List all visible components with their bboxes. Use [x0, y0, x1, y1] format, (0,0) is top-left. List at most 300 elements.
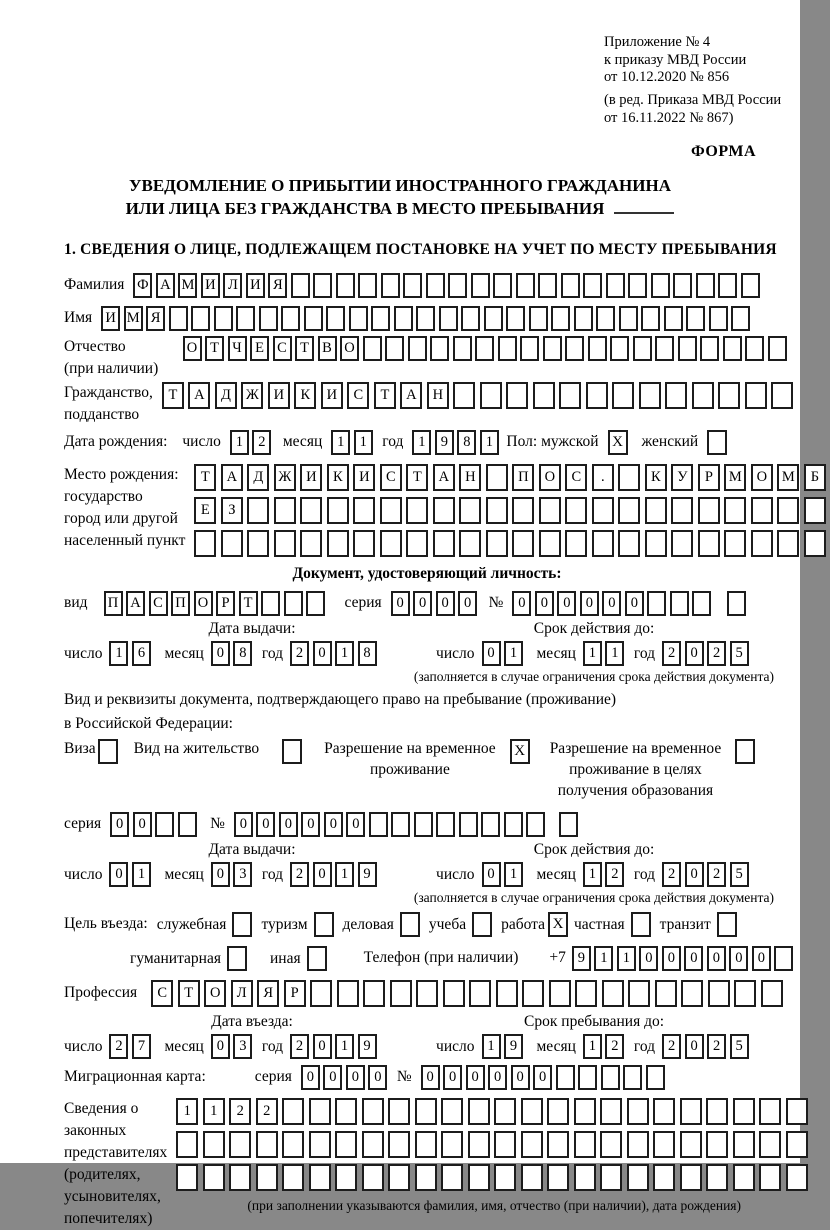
char-box[interactable]	[459, 530, 481, 557]
char-box[interactable]: М	[724, 464, 746, 491]
char-box[interactable]	[521, 1098, 543, 1125]
char-box[interactable]	[786, 1131, 808, 1158]
char-box[interactable]	[284, 591, 303, 616]
char-box[interactable]: 0	[685, 641, 704, 666]
char-box[interactable]	[592, 497, 614, 524]
char-box[interactable]	[724, 497, 746, 524]
char-box[interactable]: 0	[313, 1034, 332, 1059]
char-box[interactable]: 1	[482, 1034, 501, 1059]
char-box[interactable]	[256, 1131, 278, 1158]
char-box[interactable]	[733, 1131, 755, 1158]
char-box[interactable]: 3	[233, 1034, 252, 1059]
char-box[interactable]	[403, 273, 422, 298]
char-box[interactable]: 9	[572, 946, 591, 971]
char-box[interactable]: П	[171, 591, 190, 616]
char-box[interactable]: 0	[211, 641, 230, 666]
char-box[interactable]: 2	[229, 1098, 251, 1125]
char-box[interactable]: П	[512, 464, 534, 491]
char-box[interactable]	[406, 497, 428, 524]
char-box[interactable]	[538, 273, 557, 298]
char-box[interactable]	[539, 530, 561, 557]
char-box[interactable]: 0	[685, 862, 704, 887]
char-box[interactable]	[441, 1164, 463, 1191]
char-box[interactable]: Р	[698, 464, 720, 491]
char-box[interactable]: 1	[412, 430, 431, 455]
char-box[interactable]	[313, 273, 332, 298]
char-box[interactable]	[494, 1098, 516, 1125]
char-box[interactable]: 0	[511, 1065, 530, 1090]
char-box[interactable]	[481, 812, 500, 837]
char-box[interactable]	[610, 336, 629, 361]
char-box[interactable]	[522, 980, 544, 1007]
char-box[interactable]: Т	[205, 336, 224, 361]
char-box[interactable]	[727, 591, 746, 616]
char-box[interactable]	[627, 1164, 649, 1191]
char-box[interactable]	[362, 1098, 384, 1125]
char-box[interactable]	[596, 306, 615, 331]
char-box[interactable]: Т	[406, 464, 428, 491]
char-box[interactable]	[335, 1098, 357, 1125]
char-box[interactable]	[680, 1164, 702, 1191]
char-box[interactable]: А	[188, 382, 210, 409]
char-box[interactable]: 0	[458, 591, 477, 616]
char-box[interactable]	[627, 1131, 649, 1158]
char-box[interactable]	[724, 530, 746, 557]
char-box[interactable]	[247, 530, 269, 557]
char-box[interactable]	[601, 1065, 620, 1090]
char-box[interactable]: 1	[132, 862, 151, 887]
char-box[interactable]	[600, 1098, 622, 1125]
char-box[interactable]	[600, 1131, 622, 1158]
char-box[interactable]: Е	[250, 336, 269, 361]
char-box[interactable]	[194, 530, 216, 557]
char-box[interactable]: 2	[109, 1034, 128, 1059]
char-box[interactable]	[448, 273, 467, 298]
char-box[interactable]	[551, 306, 570, 331]
char-box[interactable]	[362, 1164, 384, 1191]
char-box[interactable]	[804, 497, 826, 524]
char-box[interactable]: 0	[413, 591, 432, 616]
char-box[interactable]: 0	[421, 1065, 440, 1090]
purpose-official-checkbox[interactable]	[232, 912, 252, 937]
char-box[interactable]	[335, 1164, 357, 1191]
char-box[interactable]: Л	[223, 273, 242, 298]
char-box[interactable]	[653, 1131, 675, 1158]
char-box[interactable]: .	[592, 464, 614, 491]
char-box[interactable]: З	[221, 497, 243, 524]
purpose-business-checkbox[interactable]	[400, 912, 420, 937]
char-box[interactable]: 0	[639, 946, 658, 971]
char-box[interactable]	[309, 1164, 331, 1191]
purpose-study-checkbox[interactable]	[472, 912, 492, 937]
char-box[interactable]: У	[671, 464, 693, 491]
char-box[interactable]: О	[194, 591, 213, 616]
char-box[interactable]	[680, 1098, 702, 1125]
char-box[interactable]	[771, 382, 793, 409]
char-box[interactable]	[475, 336, 494, 361]
char-box[interactable]	[651, 273, 670, 298]
char-box[interactable]: 0	[482, 862, 501, 887]
char-box[interactable]: 0	[301, 1065, 320, 1090]
char-box[interactable]: 0	[752, 946, 771, 971]
char-box[interactable]: 8	[358, 641, 377, 666]
char-box[interactable]: И	[353, 464, 375, 491]
char-box[interactable]: 5	[730, 1034, 749, 1059]
char-box[interactable]	[274, 497, 296, 524]
char-box[interactable]	[176, 1164, 198, 1191]
char-box[interactable]	[680, 1131, 702, 1158]
char-box[interactable]	[349, 306, 368, 331]
char-box[interactable]	[337, 980, 359, 1007]
char-box[interactable]: И	[101, 306, 120, 331]
char-box[interactable]: 2	[252, 430, 271, 455]
char-box[interactable]: Я	[257, 980, 279, 1007]
char-box[interactable]: 0	[324, 812, 343, 837]
char-box[interactable]: 1	[109, 641, 128, 666]
char-box[interactable]	[574, 1164, 596, 1191]
char-box[interactable]	[306, 591, 325, 616]
char-box[interactable]: 1	[583, 1034, 602, 1059]
char-box[interactable]: 2	[707, 641, 726, 666]
char-box[interactable]	[486, 497, 508, 524]
char-box[interactable]: 1	[583, 862, 602, 887]
char-box[interactable]	[655, 336, 674, 361]
char-box[interactable]: 0	[443, 1065, 462, 1090]
char-box[interactable]: И	[201, 273, 220, 298]
char-box[interactable]	[484, 306, 503, 331]
char-box[interactable]	[706, 1131, 728, 1158]
char-box[interactable]	[169, 306, 188, 331]
char-box[interactable]: 0	[729, 946, 748, 971]
residence-permit-checkbox[interactable]	[282, 739, 302, 764]
char-box[interactable]	[633, 336, 652, 361]
char-box[interactable]	[415, 1164, 437, 1191]
char-box[interactable]	[529, 306, 548, 331]
char-box[interactable]	[304, 306, 323, 331]
char-box[interactable]	[229, 1164, 251, 1191]
char-box[interactable]	[547, 1098, 569, 1125]
char-box[interactable]	[734, 980, 756, 1007]
char-box[interactable]	[176, 1131, 198, 1158]
char-box[interactable]	[606, 273, 625, 298]
char-box[interactable]: Т	[239, 591, 258, 616]
char-box[interactable]	[549, 980, 571, 1007]
char-box[interactable]: 9	[358, 862, 377, 887]
char-box[interactable]: Н	[459, 464, 481, 491]
char-box[interactable]	[247, 497, 269, 524]
char-box[interactable]: 0	[602, 591, 621, 616]
char-box[interactable]	[236, 306, 255, 331]
char-box[interactable]: 0	[685, 1034, 704, 1059]
purpose-work-checkbox[interactable]: X	[548, 912, 568, 937]
char-box[interactable]: 0	[557, 591, 576, 616]
char-box[interactable]: М	[178, 273, 197, 298]
char-box[interactable]: 0	[211, 1034, 230, 1059]
char-box[interactable]: 0	[133, 812, 152, 837]
char-box[interactable]	[741, 273, 760, 298]
char-box[interactable]	[281, 306, 300, 331]
char-box[interactable]	[414, 812, 433, 837]
char-box[interactable]	[498, 336, 517, 361]
char-box[interactable]: В	[318, 336, 337, 361]
char-box[interactable]	[300, 530, 322, 557]
char-box[interactable]	[282, 1164, 304, 1191]
char-box[interactable]: 0	[301, 812, 320, 837]
purpose-transit-checkbox[interactable]	[717, 912, 737, 937]
char-box[interactable]: 1	[504, 641, 523, 666]
char-box[interactable]: 0	[110, 812, 129, 837]
char-box[interactable]: 1	[203, 1098, 225, 1125]
char-box[interactable]	[408, 336, 427, 361]
char-box[interactable]	[678, 336, 697, 361]
char-box[interactable]: 0	[346, 812, 365, 837]
char-box[interactable]	[214, 306, 233, 331]
char-box[interactable]: 0	[234, 812, 253, 837]
char-box[interactable]	[433, 530, 455, 557]
char-box[interactable]	[406, 530, 428, 557]
char-box[interactable]	[362, 1131, 384, 1158]
char-box[interactable]	[578, 1065, 597, 1090]
char-box[interactable]	[521, 1164, 543, 1191]
char-box[interactable]: М	[777, 464, 799, 491]
char-box[interactable]: 5	[730, 862, 749, 887]
char-box[interactable]	[291, 273, 310, 298]
char-box[interactable]	[415, 1098, 437, 1125]
char-box[interactable]	[504, 812, 523, 837]
char-box[interactable]: 1	[583, 641, 602, 666]
char-box[interactable]: 0	[211, 862, 230, 887]
char-box[interactable]	[645, 497, 667, 524]
char-box[interactable]	[468, 1098, 490, 1125]
char-box[interactable]	[673, 273, 692, 298]
purpose-humanitarian-checkbox[interactable]	[227, 946, 247, 971]
char-box[interactable]	[602, 980, 624, 1007]
char-box[interactable]	[574, 1098, 596, 1125]
char-box[interactable]	[671, 530, 693, 557]
char-box[interactable]	[468, 1131, 490, 1158]
char-box[interactable]: 0	[436, 591, 455, 616]
char-box[interactable]: С	[565, 464, 587, 491]
char-box[interactable]	[708, 980, 730, 1007]
char-box[interactable]: 9	[435, 430, 454, 455]
char-box[interactable]	[804, 530, 826, 557]
char-box[interactable]	[786, 1098, 808, 1125]
char-box[interactable]	[653, 1098, 675, 1125]
char-box[interactable]: 1	[176, 1098, 198, 1125]
char-box[interactable]	[681, 980, 703, 1007]
visa-checkbox[interactable]	[98, 739, 118, 764]
char-box[interactable]	[415, 1131, 437, 1158]
char-box[interactable]	[761, 980, 783, 1007]
char-box[interactable]: 2	[605, 1034, 624, 1059]
char-box[interactable]	[391, 812, 410, 837]
char-box[interactable]	[274, 530, 296, 557]
char-box[interactable]	[565, 497, 587, 524]
char-box[interactable]	[385, 336, 404, 361]
char-box[interactable]	[388, 1164, 410, 1191]
char-box[interactable]	[556, 1065, 575, 1090]
char-box[interactable]	[786, 1164, 808, 1191]
edu-permit-checkbox[interactable]	[735, 739, 755, 764]
char-box[interactable]: Ж	[241, 382, 263, 409]
char-box[interactable]	[203, 1131, 225, 1158]
char-box[interactable]: С	[273, 336, 292, 361]
char-box[interactable]: Р	[216, 591, 235, 616]
char-box[interactable]: 0	[535, 591, 554, 616]
char-box[interactable]	[441, 1131, 463, 1158]
char-box[interactable]	[221, 530, 243, 557]
char-box[interactable]	[259, 306, 278, 331]
char-box[interactable]	[388, 1131, 410, 1158]
char-box[interactable]	[653, 1164, 675, 1191]
char-box[interactable]	[521, 1131, 543, 1158]
char-box[interactable]	[627, 1098, 649, 1125]
char-box[interactable]	[745, 336, 764, 361]
char-box[interactable]	[709, 306, 728, 331]
char-box[interactable]	[229, 1131, 251, 1158]
char-box[interactable]	[543, 336, 562, 361]
char-box[interactable]	[723, 336, 742, 361]
char-box[interactable]	[363, 980, 385, 1007]
char-box[interactable]	[261, 591, 280, 616]
char-box[interactable]	[574, 306, 593, 331]
char-box[interactable]	[759, 1164, 781, 1191]
char-box[interactable]: 0	[580, 591, 599, 616]
char-box[interactable]: Т	[162, 382, 184, 409]
char-box[interactable]: 2	[290, 1034, 309, 1059]
char-box[interactable]	[453, 382, 475, 409]
char-box[interactable]	[628, 980, 650, 1007]
char-box[interactable]: 2	[707, 1034, 726, 1059]
char-box[interactable]	[394, 306, 413, 331]
char-box[interactable]	[380, 497, 402, 524]
char-box[interactable]	[416, 306, 435, 331]
char-box[interactable]	[539, 497, 561, 524]
char-box[interactable]: Ф	[133, 273, 152, 298]
char-box[interactable]: Б	[804, 464, 826, 491]
char-box[interactable]: Я	[146, 306, 165, 331]
char-box[interactable]: А	[400, 382, 422, 409]
char-box[interactable]	[480, 382, 502, 409]
char-box[interactable]: 1	[504, 862, 523, 887]
char-box[interactable]: 0	[368, 1065, 387, 1090]
char-box[interactable]: 1	[335, 1034, 354, 1059]
char-box[interactable]	[641, 306, 660, 331]
char-box[interactable]: 3	[233, 862, 252, 887]
char-box[interactable]	[618, 530, 640, 557]
char-box[interactable]: 0	[662, 946, 681, 971]
char-box[interactable]: О	[539, 464, 561, 491]
char-box[interactable]	[388, 1098, 410, 1125]
char-box[interactable]	[459, 812, 478, 837]
char-box[interactable]: Т	[178, 980, 200, 1007]
char-box[interactable]: И	[321, 382, 343, 409]
char-box[interactable]	[718, 273, 737, 298]
char-box[interactable]	[618, 464, 640, 491]
char-box[interactable]: С	[380, 464, 402, 491]
char-box[interactable]	[618, 497, 640, 524]
purpose-tourism-checkbox[interactable]	[314, 912, 334, 937]
char-box[interactable]: С	[347, 382, 369, 409]
char-box[interactable]	[745, 382, 767, 409]
char-box[interactable]	[774, 946, 793, 971]
char-box[interactable]	[426, 273, 445, 298]
char-box[interactable]	[575, 980, 597, 1007]
char-box[interactable]: 8	[233, 641, 252, 666]
char-box[interactable]	[645, 530, 667, 557]
char-box[interactable]: С	[151, 980, 173, 1007]
char-box[interactable]	[363, 336, 382, 361]
char-box[interactable]: 5	[730, 641, 749, 666]
char-box[interactable]: 1	[480, 430, 499, 455]
char-box[interactable]	[486, 464, 508, 491]
char-box[interactable]	[178, 812, 197, 837]
char-box[interactable]	[471, 273, 490, 298]
char-box[interactable]: Л	[231, 980, 253, 1007]
char-box[interactable]	[520, 336, 539, 361]
char-box[interactable]: А	[126, 591, 145, 616]
char-box[interactable]: 2	[290, 641, 309, 666]
char-box[interactable]: А	[221, 464, 243, 491]
char-box[interactable]	[390, 980, 412, 1007]
char-box[interactable]	[574, 1131, 596, 1158]
char-box[interactable]	[327, 497, 349, 524]
char-box[interactable]	[327, 530, 349, 557]
char-box[interactable]	[664, 306, 683, 331]
char-box[interactable]: 9	[504, 1034, 523, 1059]
char-box[interactable]: 0	[488, 1065, 507, 1090]
char-box[interactable]	[439, 306, 458, 331]
char-box[interactable]	[565, 336, 584, 361]
char-box[interactable]	[565, 530, 587, 557]
char-box[interactable]	[671, 497, 693, 524]
char-box[interactable]	[512, 530, 534, 557]
char-box[interactable]: 2	[256, 1098, 278, 1125]
char-box[interactable]	[493, 273, 512, 298]
char-box[interactable]	[494, 1131, 516, 1158]
char-box[interactable]	[353, 497, 375, 524]
char-box[interactable]	[768, 336, 787, 361]
char-box[interactable]: 2	[662, 641, 681, 666]
char-box[interactable]: Е	[194, 497, 216, 524]
char-box[interactable]	[468, 1164, 490, 1191]
char-box[interactable]	[155, 812, 174, 837]
char-box[interactable]	[335, 1131, 357, 1158]
char-box[interactable]: 1	[354, 430, 373, 455]
char-box[interactable]: О	[340, 336, 359, 361]
char-box[interactable]	[559, 382, 581, 409]
char-box[interactable]	[733, 1098, 755, 1125]
char-box[interactable]: 0	[346, 1065, 365, 1090]
char-box[interactable]: 1	[617, 946, 636, 971]
char-box[interactable]	[547, 1164, 569, 1191]
char-box[interactable]: 1	[605, 641, 624, 666]
char-box[interactable]	[561, 273, 580, 298]
char-box[interactable]: Ж	[274, 464, 296, 491]
char-box[interactable]: 0	[684, 946, 703, 971]
char-box[interactable]: Р	[284, 980, 306, 1007]
char-box[interactable]	[441, 1098, 463, 1125]
char-box[interactable]	[300, 497, 322, 524]
char-box[interactable]	[380, 530, 402, 557]
char-box[interactable]: 0	[109, 862, 128, 887]
char-box[interactable]	[692, 382, 714, 409]
sex-female-checkbox[interactable]	[707, 430, 727, 455]
char-box[interactable]	[358, 273, 377, 298]
char-box[interactable]	[369, 812, 388, 837]
char-box[interactable]	[443, 980, 465, 1007]
char-box[interactable]: Д	[247, 464, 269, 491]
